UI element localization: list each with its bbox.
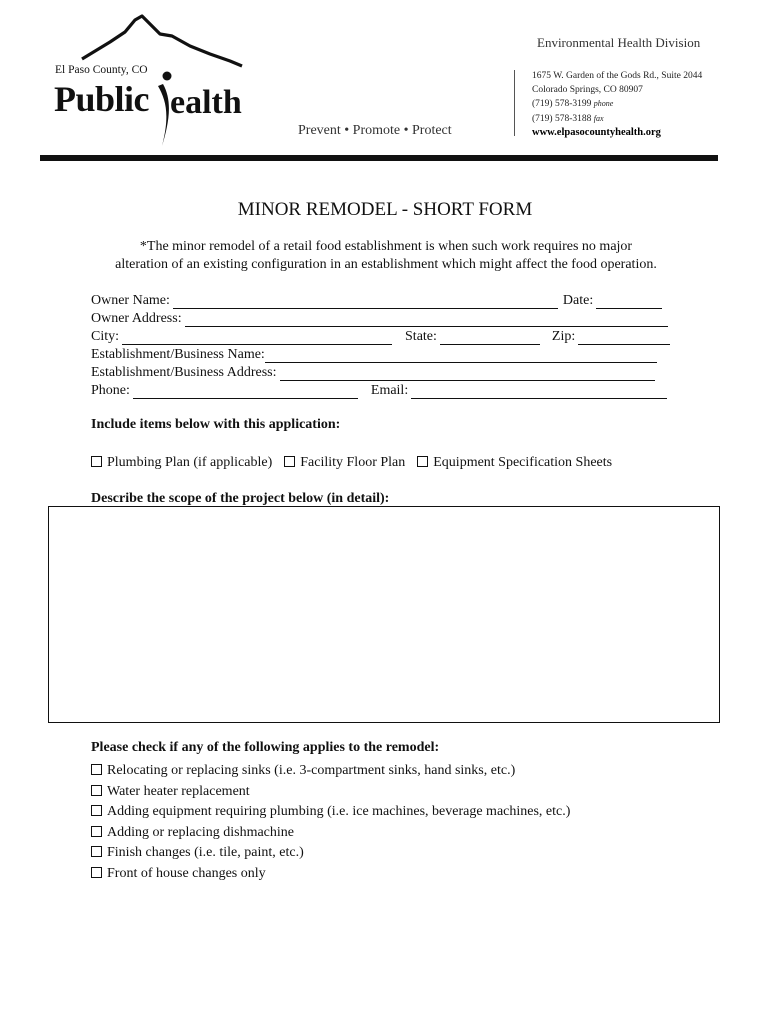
phone-label: Phone:: [91, 383, 130, 398]
owner-address-label: Owner Address:: [91, 311, 182, 326]
list-item: Adding equipment requiring plumbing (i.e. ice machines, beverage machines, etc.): [91, 802, 570, 823]
remodel-checklist: [91, 761, 570, 884]
website-link[interactable]: www.elpasocountyhealth.org: [532, 127, 661, 138]
list-item: Adding or replacing dishmachine: [91, 823, 570, 844]
division-name: Environmental Health Division: [537, 35, 701, 50]
date-label: Date:: [562, 293, 594, 308]
header-divider: [514, 70, 515, 136]
scope-heading: Describe the scope of the project below (in detail):: [91, 491, 390, 506]
business-name-label: Establishment/Business Name:: [91, 347, 265, 362]
owner-name-label: Owner Name:: [91, 293, 170, 308]
include-item: Equipment Specification Sheets: [417, 455, 612, 471]
checkbox[interactable]: [91, 867, 102, 878]
include-item: Facility Floor Plan: [284, 455, 405, 471]
logo-public-text: Public: [54, 79, 150, 119]
intro-text: *The minor remodel of a retail food establishment is when such work requires no major alteration of an existing configuration in an establishment which might affect the food operation.: [115, 239, 657, 272]
business-address-label: Establishment/Business Address:: [91, 365, 277, 380]
email-label: Email:: [370, 383, 409, 398]
checkbox[interactable]: [91, 846, 102, 857]
business-address-field[interactable]: [280, 368, 655, 381]
city-label: City:: [91, 329, 120, 344]
list-item: Front of house changes only: [91, 864, 570, 885]
mountain-logo-icon: [80, 14, 250, 69]
zip-label: Zip:: [551, 329, 576, 344]
owner-name-row: [91, 291, 676, 309]
checkbox[interactable]: [91, 805, 102, 816]
fax-line: (719) 578-3188 fax: [532, 113, 604, 124]
checkbox[interactable]: [91, 456, 102, 467]
address-line1: 1675 W. Garden of the Gods Rd., Suite 2044: [532, 71, 703, 81]
contact-row: [91, 381, 676, 399]
tagline: Prevent • Promote • Protect: [298, 123, 452, 138]
checkbox[interactable]: [91, 826, 102, 837]
checkbox[interactable]: [284, 456, 295, 467]
owner-address-field[interactable]: [185, 314, 668, 327]
state-field[interactable]: [440, 332, 540, 345]
business-name-row: [91, 345, 676, 363]
county-label: El Paso County, CO: [55, 64, 148, 76]
owner-name-field[interactable]: [173, 296, 558, 309]
email-field[interactable]: [411, 386, 667, 399]
checkbox[interactable]: [91, 764, 102, 775]
phone-field[interactable]: [133, 386, 358, 399]
checkbox[interactable]: [91, 785, 102, 796]
include-heading: Include items below with this application:: [91, 417, 341, 432]
city-row: [91, 327, 676, 345]
state-label: State:: [405, 329, 437, 344]
remodel-heading: Please check if any of the following applies to the remodel:: [91, 740, 440, 755]
include-checklist: [91, 455, 612, 471]
applicant-fields: [91, 291, 676, 399]
date-field[interactable]: [596, 296, 662, 309]
header-rule: [40, 155, 718, 161]
address-block: [532, 70, 702, 140]
checkbox[interactable]: [417, 456, 428, 467]
list-item: Water heater replacement: [91, 782, 570, 803]
city-field[interactable]: [122, 332, 392, 345]
list-item: Finish changes (i.e. tile, paint, etc.): [91, 843, 570, 864]
list-item: Relocating or replacing sinks (i.e. 3-compartment sinks, hand sinks, etc.): [91, 761, 570, 782]
address-line2: Colorado Springs, CO 80907: [532, 84, 643, 95]
form-title: MINOR REMODEL - SHORT FORM: [237, 199, 533, 220]
zip-field[interactable]: [578, 332, 670, 345]
include-item: Plumbing Plan (if applicable): [91, 455, 272, 471]
phone-line: (719) 578-3199 phone: [532, 99, 614, 109]
logo-health-text: ealth: [170, 84, 242, 121]
scope-textarea[interactable]: [48, 506, 720, 723]
business-address-row: [91, 363, 676, 381]
owner-address-row: [91, 309, 676, 327]
business-name-field[interactable]: [265, 350, 657, 363]
